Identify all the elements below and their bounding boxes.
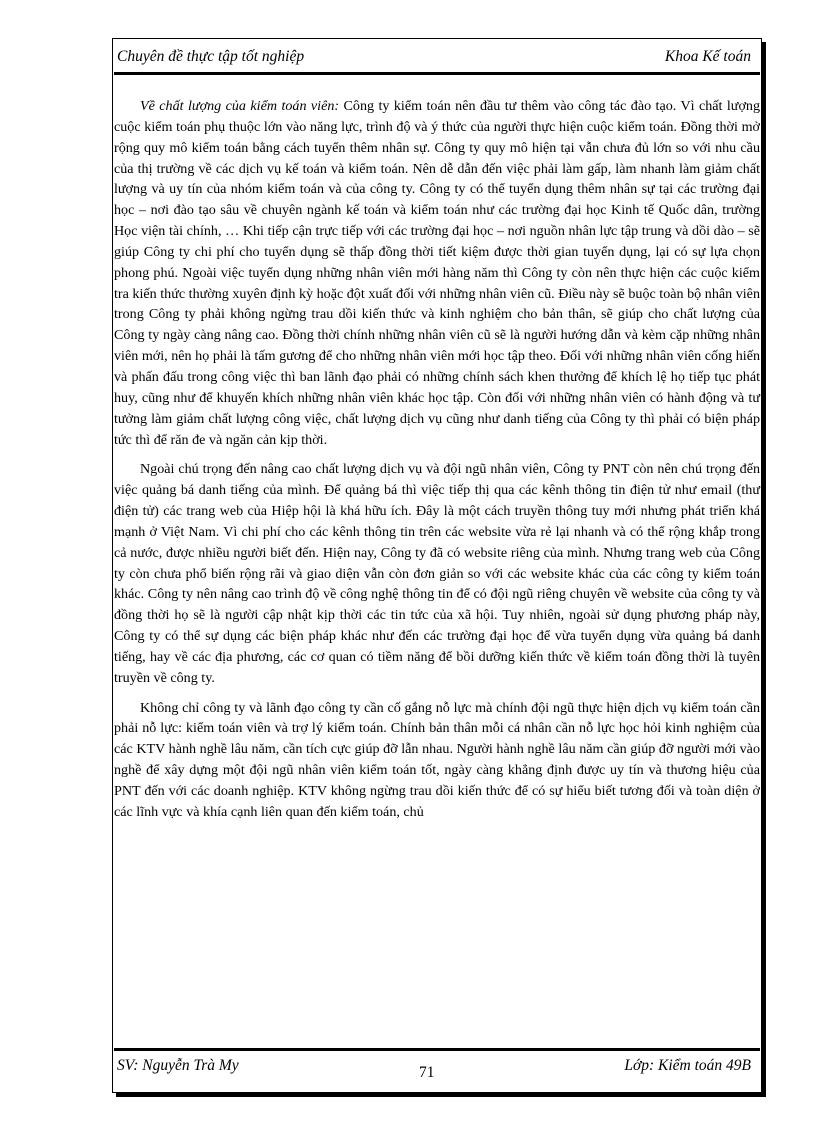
header-department: Khoa Kế toán	[664, 48, 751, 65]
paragraph-promotion: Ngoài chú trọng đến nâng cao chất lượng dịch vụ và đội ngũ nhân viên, Công ty PNT còn nên chú trọng đến việc quảng bá danh tiếng của mình. Để quảng bá thì việc tiếp thị qua các kênh thông tin điện tử như email (thư điện tử) các trang web của Hiệp hội là khá hữu ích. Đây là một cách truyền thông tuy mới nhưng phát triển khá mạnh ở Việt Nam. Vì chi phí cho các kênh thông tin trên các website vừa rẻ lại nhanh và có thể rộng khắp trong cả nước, được nhiều người biết đến. Hiện nay, Công ty đã có website riêng của mình. Nhưng trang web của Công ty còn chưa phổ biến rộng rãi và giao diện vẫn còn đơn giản so với các website khác của các công ty kiểm toán khác. Công ty nên nâng cao trình độ về công nghệ thông tin để có đội ngũ riêng chuyên về website của công ty và đồng thời họ sẽ là người cập nhật kịp thời các tin tức của xã hội. Tuy nhiên, ngoài sử dụng phương pháp này, Công ty có thể sự dụng các biện pháp khác như đến các trường đại học để vừa tuyển dụng vừa quảng bá danh tiếng, hay về các địa phương, các cơ quan có tiềm năng để bồi dưỡng kiến thức về kiểm toán đồng thời là tuyên truyền về công ty.	[114, 461, 760, 686]
footer-student: SV: Nguyễn Trà My	[117, 1057, 239, 1074]
paragraph-lead: Về chất lượng của kiểm toán viên:	[140, 98, 340, 114]
document-body	[114, 96, 760, 832]
page-shadow-right	[762, 42, 766, 1097]
page-footer	[117, 1057, 751, 1097]
footer-class: Lớp: Kiểm toán 49B	[624, 1057, 751, 1074]
paragraph-auditor-quality	[114, 96, 760, 450]
paragraph-text: Công ty kiểm toán nên đầu tư thêm vào công tác đào tạo. Vì chất lượng cuộc kiểm toán phụ thuộc lớn vào năng lực, trình độ và ý thức của người thực hiện cuộc kiểm toán. Đồng thời mở rộng quy mô kiểm toán bằng cách tuyển thêm nhân sự. Công ty quy mô hiện tại vẫn chưa đủ lớn so với nhu cầu của thị trường về các dịch vụ kế toán và kiểm toán. Nên dễ dẫn đến việc phải làm gấp, làm nhanh làm giảm chất lượng và uy tín của nhóm kiểm toán và của công ty. Công ty có thể tuyển dụng thêm nhân sự tại các trường đại học – nơi đào tạo sâu về chuyên ngành kế toán và kiểm toán như các trường đại học Kinh tế Quốc dân, trường Học viện tài chính, … Khi tiếp cận trực tiếp với các trường đại học – nơi nguồn nhân lực tập trung và dồi dào – sẽ giúp Công ty chi phí cho tuyển dụng sẽ thấp đồng thời tiết kiệm được thời gian tuyển dụng, lại có sự lựa chọn phong phú. Ngoài việc tuyển dụng những nhân viên mới hàng năm thì Công ty còn nên thực hiện các cuộc kiểm tra kiến thức thường xuyên định kỳ hoặc đột xuất đối với những nhân viên cũ. Điều này sẽ buộc toàn bộ nhân viên trong Công ty phải không ngừng trau dồi kiến thức và kinh nghiệm cho bản thân, sẽ giúp cho chất lượng của Công ty ngày càng nâng cao. Đồng thời chính những nhân viên cũ sẽ là người hướng dẫn và kèm cặp những nhân viên mới, nên họ phải là tấm gương để cho những nhân viên mới học tập theo. Đối với những nhân viên cống hiến và phấn đấu trong công việc thì ban lãnh đạo phải có những chính sách khen thưởng để khích lệ họ tiếp tục phát huy, cũng như để khuyến khích những nhân viên khác học tập. Còn đối với những nhân viên có hành động và tư tưởng làm giảm chất lượng công việc, chất lượng dịch vụ cũng như danh tiếng của Công ty thì phải có biện pháp tức thì để răn đe và ngăn cản kịp thời.	[114, 98, 760, 448]
paragraph-staff-effort: Không chỉ công ty và lãnh đạo công ty cần cố gắng nỗ lực mà chính đội ngũ thực hiện dịch vụ kiểm toán cần phải nỗ lực: kiểm toán viên và trợ lý kiểm toán. Chính bản thân mỗi cá nhân cần nỗ lực học hỏi kinh nghiệm của các KTV hành nghề lâu năm, cần tích cực giúp đỡ lẫn nhau. Người hành nghề lâu năm cần giúp đỡ người mới vào nghề để xây dựng một đội ngũ nhân viên kiểm toán tốt, ngày càng khẳng định được uy tín và thương hiệu của PNT đến với các doanh nghiệp. KTV không ngừng trau dồi kiến thức để có sự hiểu biết tương đối và toàn diện ở các lĩnh vực và khía cạnh liên quan đến kiểm toán, chủ	[114, 699, 760, 820]
page-number: 71	[419, 1064, 435, 1081]
header-rule	[114, 72, 760, 75]
header-title: Chuyên đề thực tập tốt nghiệp	[117, 48, 305, 65]
footer-rule	[114, 1048, 760, 1051]
